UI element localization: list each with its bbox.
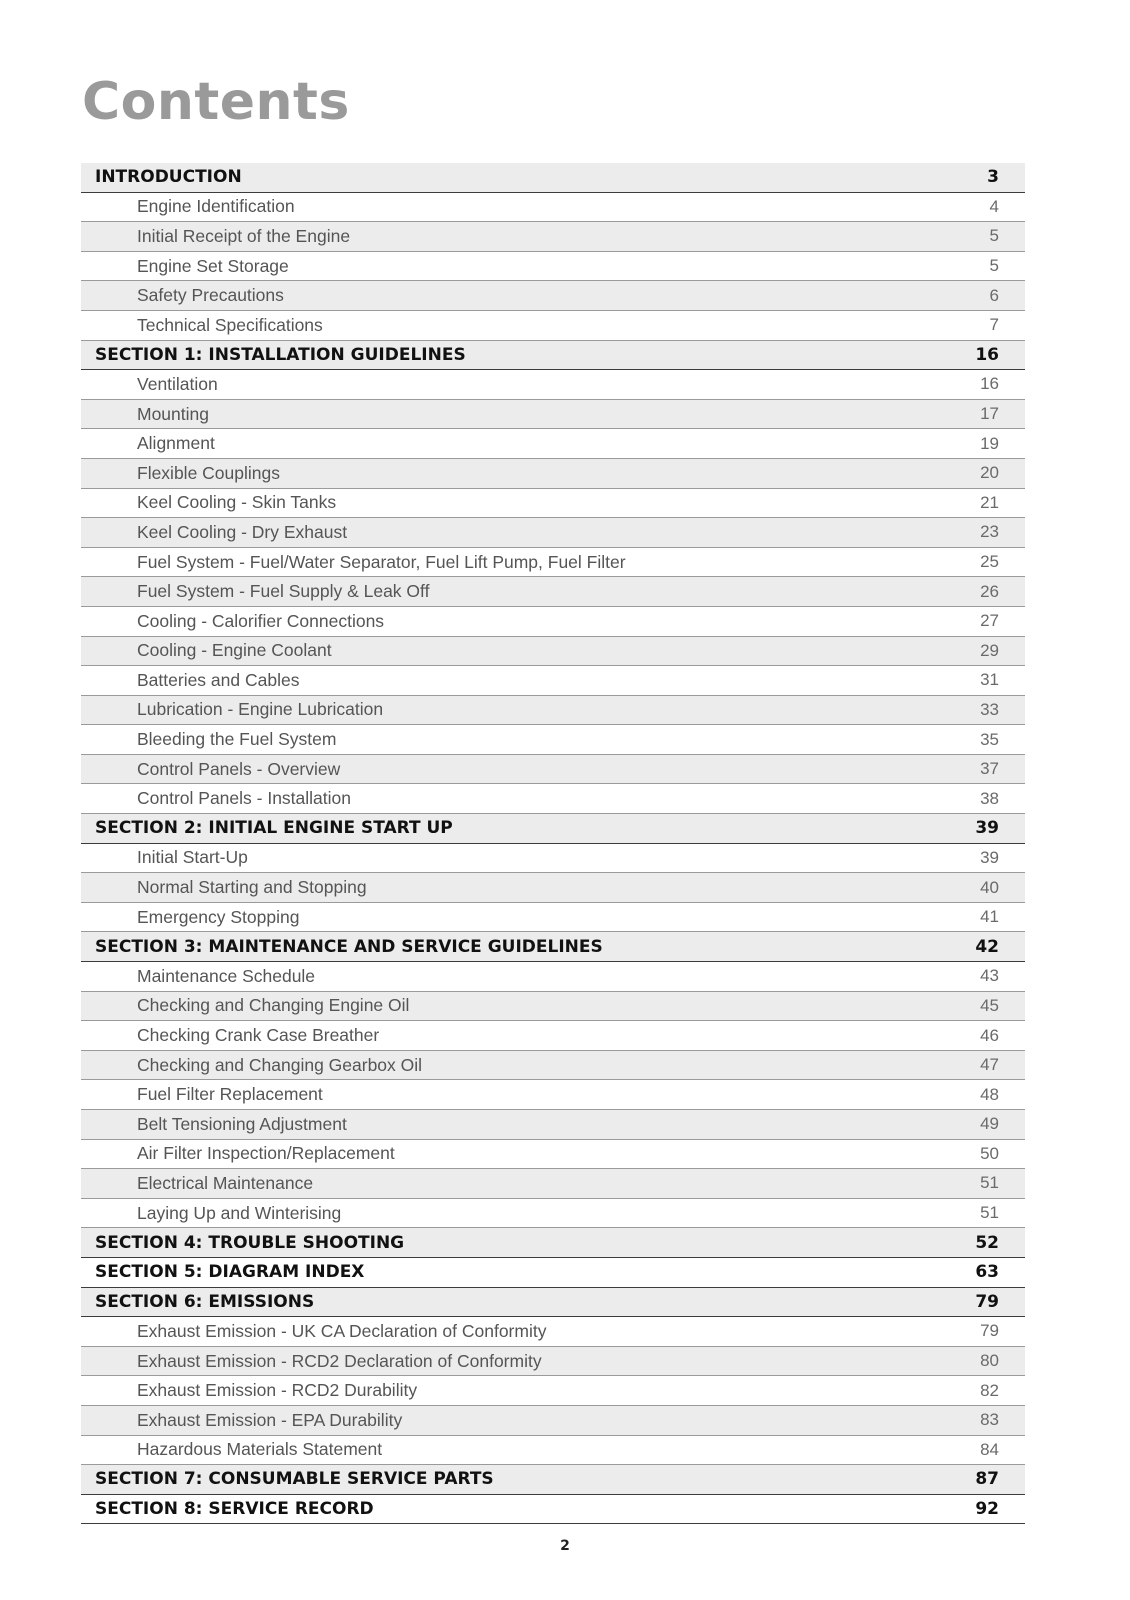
toc-item-title: Fuel System - Fuel Supply & Leak Off [137,581,430,602]
toc-page-number: 83 [980,1410,999,1430]
toc-item-title: Flexible Couplings [137,462,280,483]
toc-item-row[interactable] [81,844,1025,874]
toc-item-row[interactable] [81,577,1025,607]
toc-item-row[interactable] [81,1021,1025,1051]
toc-page-number: 16 [975,344,999,365]
toc-page-number: 50 [980,1143,999,1163]
toc-section-row[interactable] [81,1288,1025,1318]
toc-page-number: 45 [980,995,999,1015]
toc-item-title: Control Panels - Overview [137,758,341,779]
toc-item-row[interactable] [81,696,1025,726]
toc-page-number: 79 [980,1321,999,1341]
toc-item-row[interactable] [81,637,1025,667]
toc-item-title: Technical Specifications [137,314,323,335]
toc-section-title: SECTION 5: DIAGRAM INDEX [95,1262,365,1283]
toc-item-row[interactable] [81,1376,1025,1406]
toc-item-row[interactable] [81,281,1025,311]
toc-section-row[interactable] [81,814,1025,844]
toc-item-row[interactable] [81,755,1025,785]
toc-page-number: 39 [975,818,999,839]
toc-item-title: Lubrication - Engine Lubrication [137,699,384,720]
toc-item-title: Exhaust Emission - RCD2 Durability [137,1380,418,1401]
toc-item-title: Mounting [137,403,209,424]
toc-item-row[interactable] [81,311,1025,341]
toc-item-title: Checking Crank Case Breather [137,1025,380,1046]
toc-page-number: 7 [989,315,999,335]
toc-item-row[interactable] [81,1051,1025,1081]
toc-item-row[interactable] [81,666,1025,696]
toc-item-title: Initial Receipt of the Engine [137,225,351,246]
toc-page-number: 25 [980,552,999,572]
toc-section-title: SECTION 3: MAINTENANCE AND SERVICE GUIDELINES [95,936,603,957]
toc-item-title: Fuel System - Fuel/Water Separator, Fuel Lift Pump, Fuel Filter [137,551,626,572]
toc-item-row[interactable] [81,962,1025,992]
toc-item-title: Keel Cooling - Skin Tanks [137,492,337,513]
toc-item-title: Initial Start-Up [137,847,248,868]
toc-item-title: Checking and Changing Gearbox Oil [137,1054,423,1075]
toc-item-title: Cooling - Engine Coolant [137,640,332,661]
toc-page-number: 5 [989,256,999,276]
toc-page-number: 35 [980,729,999,749]
toc-item-title: Laying Up and Winterising [137,1202,342,1223]
toc-item-row[interactable] [81,193,1025,223]
toc-item-row[interactable] [81,429,1025,459]
toc-item-row[interactable] [81,725,1025,755]
toc-section-row[interactable] [81,163,1025,193]
toc-item-title: Exhaust Emission - RCD2 Declaration of Conformity [137,1350,542,1371]
toc-page-number: 51 [980,1173,999,1193]
toc-page-number: 29 [980,640,999,660]
toc-section-title: SECTION 6: EMISSIONS [95,1291,315,1312]
toc-page-number: 42 [975,936,999,957]
toc-page-number: 84 [980,1439,999,1459]
toc-item-title: Engine Identification [137,196,295,217]
toc-item-title: Hazardous Materials Statement [137,1439,383,1460]
toc-item-row[interactable] [81,518,1025,548]
toc-page-number: 52 [975,1232,999,1253]
toc-page-number: 43 [980,966,999,986]
toc-item-title: Exhaust Emission - UK CA Declaration of Conformity [137,1320,547,1341]
toc-page-number: 5 [989,226,999,246]
toc-item-row[interactable] [81,607,1025,637]
toc-item-title: Alignment [137,433,215,454]
toc-item-row[interactable] [81,903,1025,933]
toc-page-number: 82 [980,1380,999,1400]
toc-item-row[interactable] [81,1140,1025,1170]
toc-page-number: 40 [980,877,999,897]
toc-page-number: 31 [980,670,999,690]
toc-page-number: 41 [980,907,999,927]
toc-item-row[interactable] [81,489,1025,519]
toc-item-title: Maintenance Schedule [137,965,316,986]
toc-section-row[interactable] [81,1465,1025,1495]
toc-page-number: 38 [980,788,999,808]
toc-page-number: 80 [980,1351,999,1371]
toc-section-row[interactable] [81,341,1025,371]
toc-item-row[interactable] [81,873,1025,903]
toc-item-row[interactable] [81,784,1025,814]
toc-page-number: 3 [987,167,999,188]
toc-page-number: 6 [989,285,999,305]
toc-page-number: 4 [989,196,999,216]
toc-section-title: SECTION 4: TROUBLE SHOOTING [95,1232,405,1253]
toc-section-title: INTRODUCTION [95,167,242,188]
toc-page-number: 33 [980,699,999,719]
toc-page-number: 48 [980,1084,999,1104]
toc-item-title: Ventilation [137,373,218,394]
toc-item-row[interactable] [81,252,1025,282]
toc-item-row[interactable] [81,548,1025,578]
toc-item-title: Batteries and Cables [137,669,300,690]
toc-item-row[interactable] [81,1110,1025,1140]
toc-section-title: SECTION 7: CONSUMABLE SERVICE PARTS [95,1469,494,1490]
toc-page-number: 63 [975,1262,999,1283]
toc-page-number: 21 [980,492,999,512]
page-title: Contents [82,72,350,132]
toc-item-title: Emergency Stopping [137,906,300,927]
toc-page-number: 46 [980,1025,999,1045]
toc-section-row[interactable] [81,1258,1025,1288]
toc-section-title: SECTION 2: INITIAL ENGINE START UP [95,818,453,839]
toc-item-title: Control Panels - Installation [137,788,351,809]
toc-page-number: 92 [975,1499,999,1520]
page-number: 2 [560,1538,570,1554]
toc-item-title: Air Filter Inspection/Replacement [137,1143,395,1164]
toc-item-row[interactable] [81,1436,1025,1466]
toc-item-title: Belt Tensioning Adjustment [137,1113,347,1134]
toc-page-number: 23 [980,522,999,542]
toc-item-row[interactable] [81,1406,1025,1436]
toc-item-row[interactable] [81,1080,1025,1110]
toc-section-row[interactable] [81,932,1025,962]
table-of-contents [81,163,1025,1524]
toc-item-title: Fuel Filter Replacement [137,1084,323,1105]
toc-page-number: 19 [980,433,999,453]
toc-item-row[interactable] [81,222,1025,252]
toc-page-number: 27 [980,611,999,631]
toc-item-title: Keel Cooling - Dry Exhaust [137,521,348,542]
toc-item-row[interactable] [81,1347,1025,1377]
toc-item-row[interactable] [81,400,1025,430]
toc-page-number: 49 [980,1114,999,1134]
toc-page-number: 37 [980,759,999,779]
toc-item-row[interactable] [81,459,1025,489]
toc-page-number: 20 [980,463,999,483]
toc-item-title: Exhaust Emission - EPA Durability [137,1409,403,1430]
toc-item-row[interactable] [81,992,1025,1022]
toc-section-row[interactable] [81,1495,1025,1525]
toc-page-number: 17 [980,404,999,424]
toc-item-row[interactable] [81,1199,1025,1229]
toc-page-number: 79 [975,1291,999,1312]
toc-section-title: SECTION 1: INSTALLATION GUIDELINES [95,344,466,365]
toc-item-row[interactable] [81,1169,1025,1199]
toc-section-title: SECTION 8: SERVICE RECORD [95,1499,374,1520]
toc-section-row[interactable] [81,1228,1025,1258]
toc-item-title: Normal Starting and Stopping [137,877,367,898]
toc-page-number: 87 [975,1469,999,1490]
toc-item-title: Electrical Maintenance [137,1172,314,1193]
toc-page-number: 39 [980,847,999,867]
toc-page-number: 51 [980,1203,999,1223]
toc-item-row[interactable] [81,1317,1025,1347]
toc-item-title: Cooling - Calorifier Connections [137,610,385,631]
toc-item-title: Bleeding the Fuel System [137,729,337,750]
toc-item-title: Checking and Changing Engine Oil [137,995,410,1016]
toc-page-number: 47 [980,1055,999,1075]
toc-item-title: Safety Precautions [137,285,284,306]
toc-page-number: 16 [980,374,999,394]
toc-page-number: 26 [980,581,999,601]
toc-item-row[interactable] [81,370,1025,400]
toc-item-title: Engine Set Storage [137,255,289,276]
